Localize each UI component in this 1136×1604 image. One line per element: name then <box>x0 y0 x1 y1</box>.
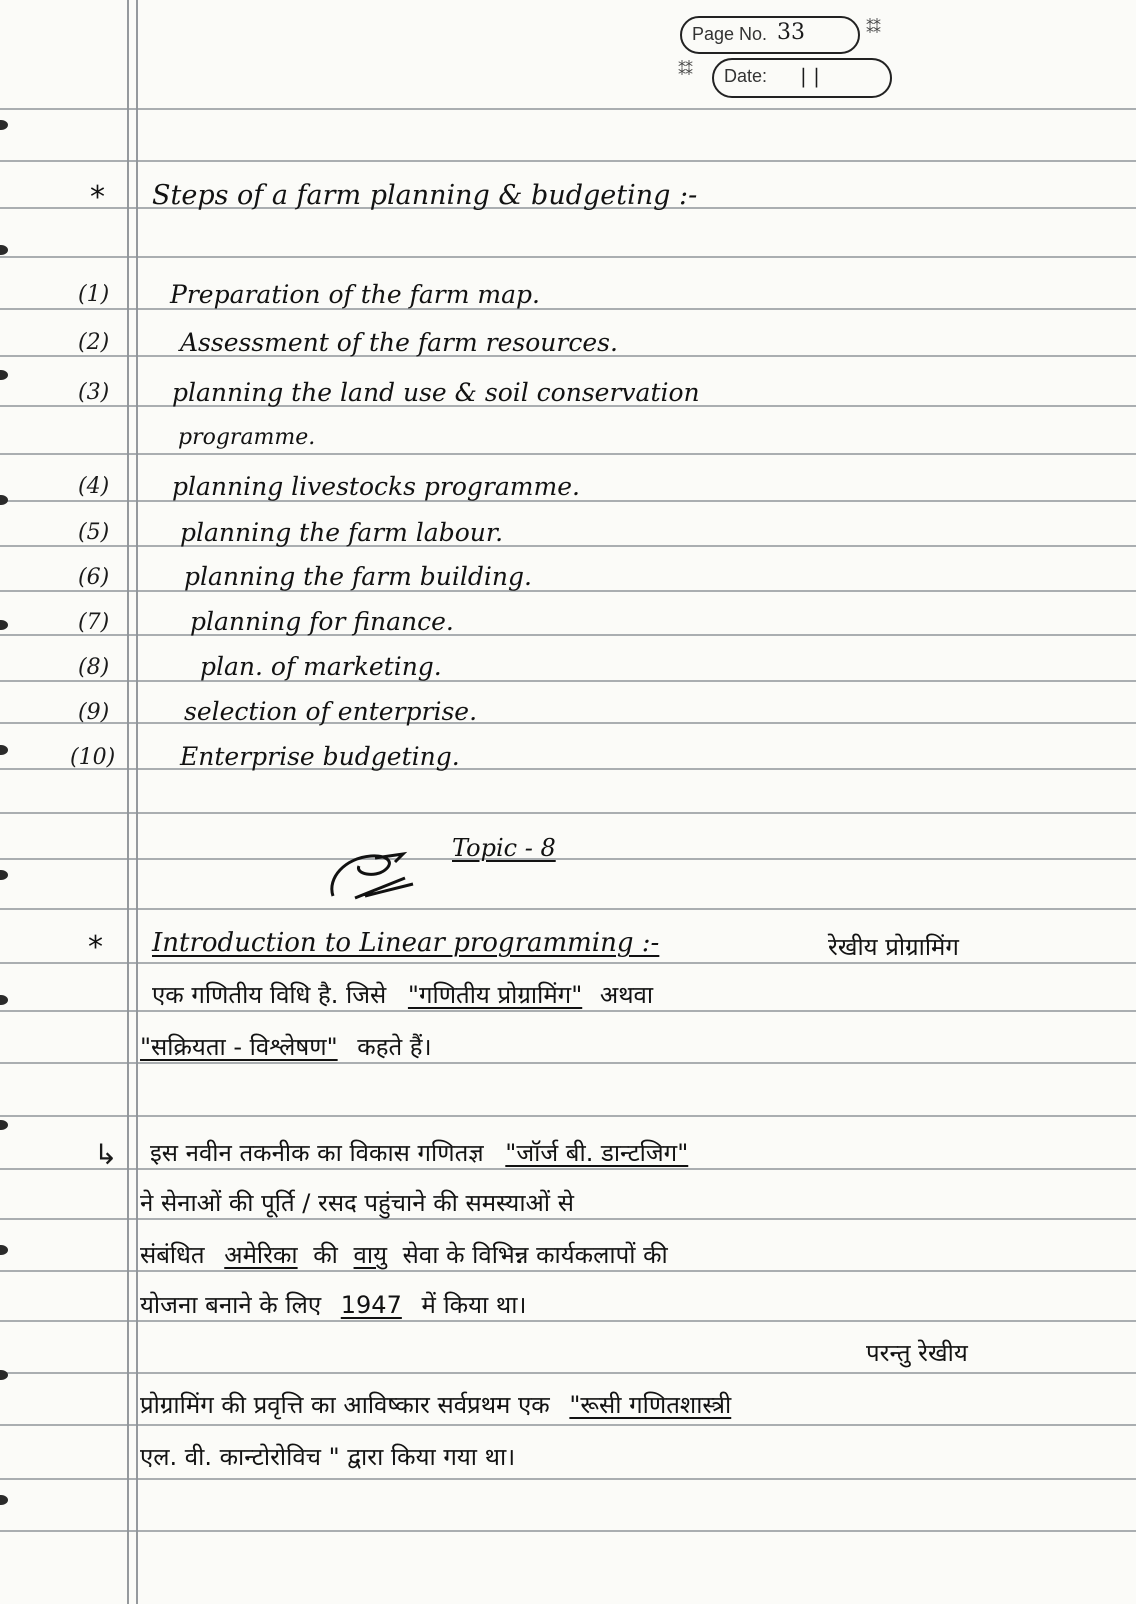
page-no-box <box>680 16 860 54</box>
paragraph-line <box>152 978 653 1011</box>
list-number: (7) <box>78 610 110 635</box>
list-item: Assessment of the farm resources. <box>180 328 618 357</box>
date-value: | | <box>800 64 820 88</box>
topic-label: Topic - 8 <box>452 834 556 862</box>
spiral-hole-icon <box>0 370 8 380</box>
spiral-hole-icon <box>0 620 8 630</box>
spiral-hole-icon <box>0 995 8 1005</box>
emphasis-text: अमेरिका <box>224 1241 298 1269</box>
list-number: (2) <box>78 330 110 355</box>
ruled-line <box>0 634 1136 636</box>
ruled-line <box>0 590 1136 592</box>
bullet-star-icon: * <box>88 930 103 965</box>
text-run: सेवा के विभिन्न कार्यकलापों की <box>402 1241 668 1269</box>
spiral-hole-icon <box>0 1370 8 1380</box>
spiral-hole-icon <box>0 245 8 255</box>
paragraph-line <box>140 1186 574 1219</box>
text-run: अथवा <box>599 981 654 1009</box>
ruled-line <box>0 962 1136 964</box>
spiral-hole-icon <box>0 1120 8 1130</box>
list-item: selection of enterprise. <box>184 697 478 726</box>
ruled-line <box>0 160 1136 162</box>
section-heading-hi: रेखीय प्रोग्रामिंग <box>828 933 959 961</box>
spiral-hole-icon <box>0 495 8 505</box>
page-no-value: 33 <box>777 20 805 45</box>
emphasis-text: "जॉर्ज बी. डान्टजिग" <box>505 1139 689 1167</box>
ruled-line <box>0 908 1136 910</box>
section-heading-en: Introduction to Linear programming :- <box>152 928 660 958</box>
list-number: (1) <box>78 282 110 307</box>
spiral-hole-icon <box>0 745 8 755</box>
emphasis-text: "गणितीय प्रोग्रामिंग" <box>407 981 583 1009</box>
paragraph-line <box>150 1136 688 1169</box>
ruled-line <box>0 108 1136 110</box>
bullet-star-icon: * <box>90 180 105 215</box>
text-run: ने सेनाओं की पूर्ति / रसद पहुंचाने की समस्याओं से <box>140 1189 574 1217</box>
list-number: (10) <box>70 745 116 770</box>
ruled-line <box>0 858 1136 860</box>
ornament-icon: ⁑⁑ <box>866 18 880 37</box>
paragraph-line <box>140 1238 668 1271</box>
text-run: एल. वी. कान्टोरोविच " द्वारा किया गया था। <box>140 1443 516 1471</box>
emphasis-text: "रूसी गणितशास्त्री <box>569 1391 732 1419</box>
text-run: योजना बनाने के लिए <box>140 1291 322 1319</box>
list-item: planning the farm labour. <box>180 518 504 547</box>
text-run: इस नवीन तकनीक का विकास गणितज्ञ <box>150 1139 484 1167</box>
list-item: Enterprise budgeting. <box>180 742 460 771</box>
text-run: प्रोग्रामिंग की प्रवृत्ति का आविष्कार सर्वप्रथम एक <box>140 1391 550 1419</box>
list-item: planning livestocks programme. <box>172 472 580 501</box>
topic-flourish-icon <box>325 838 420 904</box>
text-run: कहते हैं। <box>357 1033 432 1061</box>
margin-line-right <box>136 0 138 1604</box>
spiral-hole-icon <box>0 120 8 130</box>
ruled-line <box>0 453 1136 455</box>
page-no-label: Page No. <box>692 24 768 44</box>
ruled-line <box>0 1530 1136 1532</box>
arrow-bullet-icon: ↳ <box>94 1138 118 1171</box>
ruled-line <box>0 722 1136 724</box>
list-number: (6) <box>78 565 110 590</box>
paragraph-line <box>140 1030 432 1063</box>
paragraph-line: परन्तु रेखीय <box>866 1339 968 1367</box>
date-label: Date: <box>724 66 768 86</box>
ornament-icon: ⁑⁑ <box>678 60 692 79</box>
emphasis-text: "सक्रियता - विश्लेषण" <box>140 1033 338 1061</box>
spiral-hole-icon <box>0 870 8 880</box>
text-run: एक गणितीय विधि है. जिसे <box>152 981 387 1009</box>
ruled-line <box>0 768 1136 770</box>
spiral-hole-icon <box>0 1495 8 1505</box>
ruled-line <box>0 545 1136 547</box>
paragraph-line <box>140 1440 515 1473</box>
list-number: (3) <box>78 380 110 405</box>
ruled-line <box>0 1115 1136 1117</box>
paragraph-line <box>140 1288 527 1321</box>
list-item-continuation: programme. <box>178 425 316 450</box>
emphasis-text: वायु <box>353 1241 388 1269</box>
paragraph-line <box>140 1388 731 1421</box>
margin-line-left <box>127 0 129 1604</box>
spiral-hole-icon <box>0 1245 8 1255</box>
emphasis-text: 1947 <box>340 1291 402 1319</box>
ruled-line <box>0 1372 1136 1374</box>
list-item: plan. of marketing. <box>200 652 442 681</box>
list-item: planning the farm building. <box>184 562 532 591</box>
ruled-line <box>0 256 1136 258</box>
list-item: Preparation of the farm map. <box>170 280 540 309</box>
list-item: planning for finance. <box>190 607 454 636</box>
list-number: (9) <box>78 700 110 725</box>
ruled-line <box>0 680 1136 682</box>
list-number: (8) <box>78 655 110 680</box>
text-run: संबंधित <box>140 1241 205 1269</box>
ruled-line <box>0 812 1136 814</box>
text-run: में किया था। <box>421 1291 527 1319</box>
list-number: (5) <box>78 520 110 545</box>
list-number: (4) <box>78 474 110 499</box>
text-run: की <box>313 1241 338 1269</box>
ruled-line <box>0 1478 1136 1480</box>
ruled-line <box>0 1424 1136 1426</box>
list-item: planning the land use & soil conservation <box>172 378 700 407</box>
section-heading: Steps of a farm planning & budgeting :- <box>152 180 698 211</box>
